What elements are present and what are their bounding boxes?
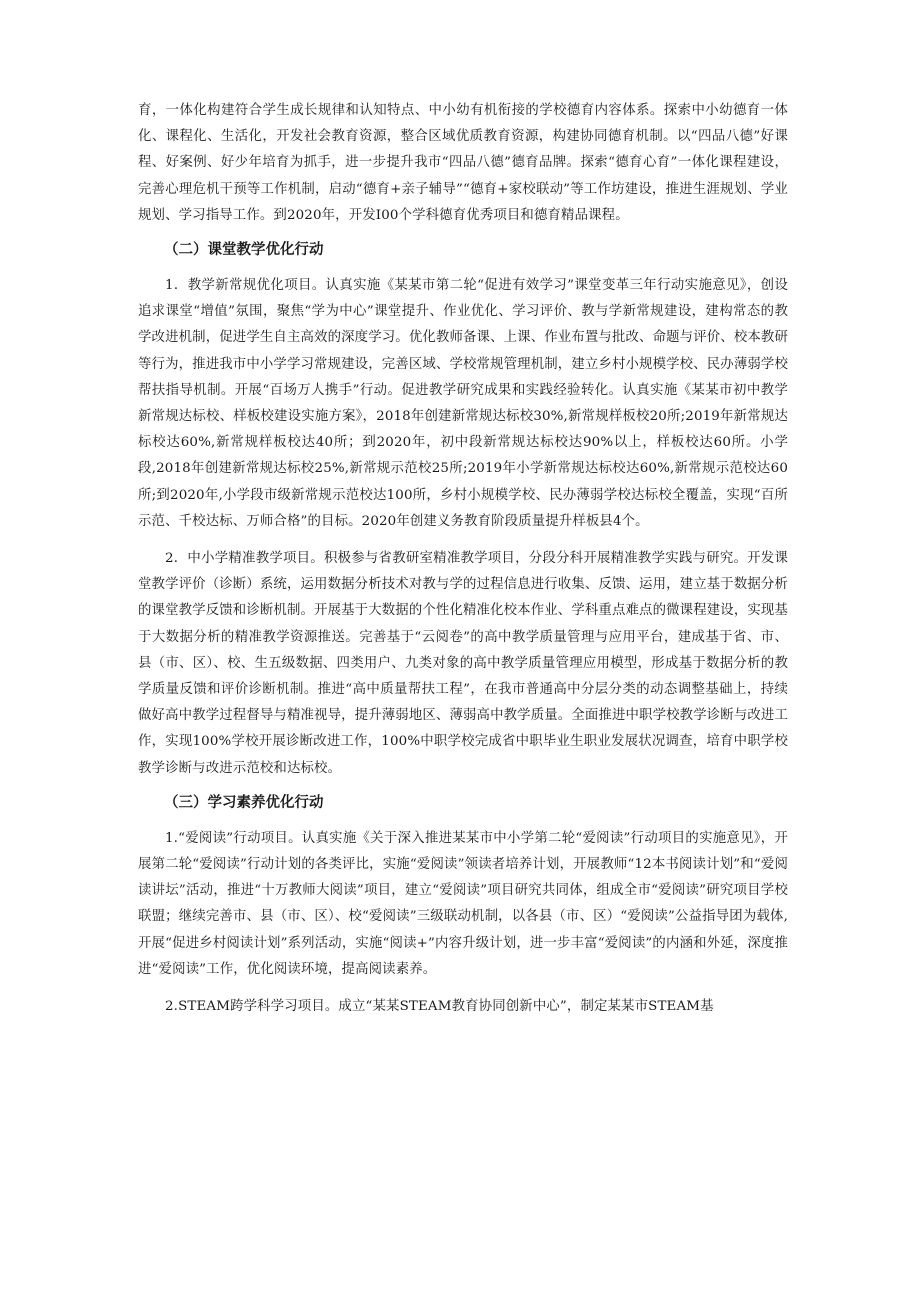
section-heading-learning-literacy: （三）学习素养优化行动 [164, 794, 324, 811]
paragraph-teaching-norms: 1．教学新常规优化项目。认真实施《某某市第二轮“促进有效学习”课堂变革三年行动实施意见》，创设追求课堂“增值”氛围，聚焦“学为中心”课堂提升、作业优化、学习评价、教与学新常规建设，建构常态的教学改进机制，促进学生自主高效的深度学习。优化教师备课、上课、作业布置与批改、命题与评价、校本教研等行为，推进我市中小学学习常规建设，完善区域、学校常规管理机制，建立乡村小规模学校、民办薄弱学校帮扶指导机制。开展“百场万人携手”行动。促进教学研究成果和实践经验转化。认真实施《某某市初中教学新常规达标校、样板校建设实施方案》，2018年创建新常规达标校30%,新常规样板校20所;2019年新常规达标校达60%,新常规样板校达40所；到2020年，初中段新常规达标校达90%以上，样板校达60所。小学段,2018年创建新常规达标校25%,新常规示范校25所;2019年小学新常规达标校达60%,新常规示范校达60所;到2020年,小学段市级新常规示范校达100所，乡村小规模学校、民办薄弱学校达标校全覆盖，实现“百所示范、千校达标、万师合格”的目标。2020年创建义务教育阶段质量提升样板县4个。 [138, 278, 789, 529]
paragraph-love-reading: 1.“爱阅读”行动项目。认真实施《关于深入推进某某市中小学第二轮“爱阅读”行动项目的实施意见》，开展第二轮“爱阅读”行动计划的各类评比，实施“爱阅读”领读者培养计划，开展教师“12本书阅读计划”和“爱阅读讲坛”活动，推进“十万教师大阅读”项目，建立“爱阅读”项目研究共同体，组成全市“爱阅读”研究项目学校联盟；继续完善市、县（市、区）、校“爱阅读”三级联动机制，以各县（市、区）“爱阅读”公益指导团为载体,开展“促进乡村阅读计划”系列活动，实施“阅读+”内容升级计划，进一步丰富“爱阅读”的内涵和外延，深度推进“爱阅读”工作，优化阅读环境，提高阅读素养。 [138, 830, 788, 977]
paragraph-steam: 2.STEAM跨学科学习项目。成立“某某STEAM教育协同创新中心”，制定某某市STEAM基 [165, 999, 714, 1015]
paragraph-precision-teaching: 2．中小学精准教学项目。积极参与省教研室精准教学项目，分段分科开展精准教学实践与研究。开发课堂教学评价（诊断）系统，运用数据分析技术对教与学的过程信息进行收集、反馈、运用，建立基于数据分析的课堂教学反馈和诊断机制。开展基于大数据的个性化精准化校本作业、学科重点难点的微课程建设，实现基于大数据分析的精准教学资源推送。完善基于“云阅卷”的高中教学质量管理与应用平台，建成基于省、市、县（市、区）、校、生五级数据、四类用户、九类对象的高中教学质量管理应用模型，形成基于数据分析的教学质量反馈和评价诊断机制。推进“高中质量帮扶工程”，在我市普通高中分层分类的动态调整基础上，持续做好高中教学过程督导与精准视导，提升薄弱地区、薄弱高中教学质量。全面推进中职学校教学诊断与改进工作，实现100%学校开展诊断改进工作，100%中职学校完成省中职毕业生职业发展状况调查，培育中职学校教学诊断与改进示范校和达标校。 [138, 551, 788, 776]
section-heading-classroom-teaching: （二）课堂教学优化行动 [164, 242, 324, 259]
document-page [138, 98, 788, 1020]
intro-paragraph: 育，一体化构建符合学生成长规律和认知特点、中小幼有机衔接的学校德育内容体系。探索中小幼德育一体化、课程化、生活化，开发社会教育资源，整合区域优质教育资源，构建协同德育机制。以“四品八德”好课程、好案例、好少年培育为抓手，进一步提升我市“四品八德”德育品牌。探索“德育心育”一体化课程建设，完善心理危机干预等工作机制，启动“德育+亲子辅导”“德育+家校联动”等工作坊建设，推进生涯规划、学业规划、学习指导工作。到2020年，开发I00个学科德育优秀项目和德育精品课程。 [138, 103, 788, 223]
